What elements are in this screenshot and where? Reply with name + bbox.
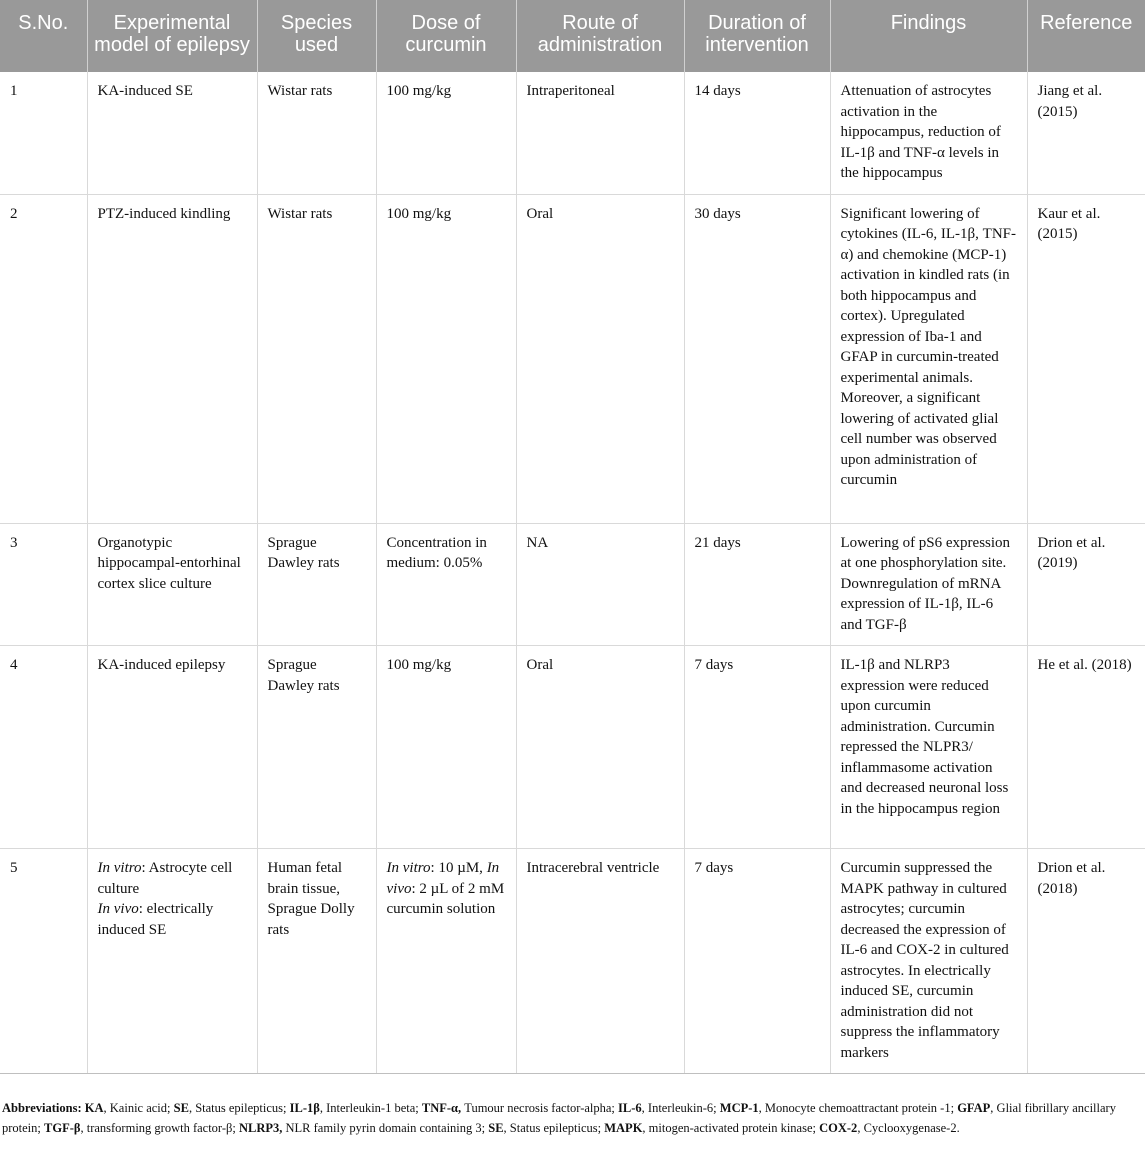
table-row [0,646,1145,849]
abbreviations-title: Abbreviations: [2,1101,82,1115]
header-duration: Duration of intervention [684,0,830,72]
cell-model: Organotypic hippocampal-entorhinal cortex slice culture [87,523,257,646]
abbreviation-term: IL-6 [618,1101,642,1115]
header-reference: Reference [1027,0,1145,72]
header-route: Route of administration [516,0,684,72]
cell-dose: 100 mg/kg [376,646,516,849]
abbreviation-definition: NLR family pyrin domain containing 3; [282,1120,489,1135]
abbreviation-term: SE [173,1101,189,1115]
abbreviation-term: TNF-α, [421,1101,462,1115]
cell-duration: 14 days [684,72,830,194]
cell-route: Intracerebral ventricle [516,849,684,1074]
cell-species: Wistar rats [257,194,376,523]
table-row [0,523,1145,646]
cell-duration: 7 days [684,646,830,849]
abbreviation-term: MAPK [604,1120,643,1135]
cell-route: NA [516,523,684,646]
cell-sno: 2 [0,194,87,523]
cell-dose [376,849,516,1074]
header-findings: Findings [830,0,1027,72]
abbreviation-definition: , Status epilepticus; [188,1101,290,1115]
cell-species: Human fetal brain tissue, Sprague Dolly rats [257,849,376,1074]
abbreviation-definition: , Monocyte chemoattractant protein -1; [758,1101,958,1115]
header-dose: Dose of curcumin [376,0,516,72]
in-vivo-label: In vivo [97,901,139,917]
cell-dose: 100 mg/kg [376,72,516,194]
abbreviation-term: COX-2 [819,1120,858,1135]
cell-findings: Attenuation of astrocytes activation in the hippocampus, reduction of IL-1β and TNF-α levels in the hippocampus [830,72,1027,194]
cell-reference: Drion et al. (2018) [1027,849,1145,1074]
abbreviation-definition: , Kainic acid; [103,1101,174,1115]
cell-model: PTZ-induced kindling [87,194,257,523]
abbreviation-definition: , Glial fibrillary ancillary protein; [2,1101,1116,1135]
cell-duration: 30 days [684,194,830,523]
abbreviation-definition: Tumour necrosis factor-alpha; [461,1101,619,1115]
cell-reference: Jiang et al. (2015) [1027,72,1145,194]
cell-sno: 4 [0,646,87,849]
in-vitro-label: In vitro [386,860,431,876]
cell-duration: 21 days [684,523,830,646]
cell-route: Oral [516,646,684,849]
table-row [0,849,1145,1074]
cell-route: Intraperitoneal [516,72,684,194]
cell-sno: 1 [0,72,87,194]
cell-model: KA-induced epilepsy [87,646,257,849]
abbreviation-definition: , transforming growth factor-β; [80,1120,239,1135]
in-vitro-label: In vitro [97,860,142,876]
abbreviation-definition: , Interleukin-6; [641,1101,720,1115]
in-vitro-model-text: : Astrocyte cell culture [97,860,233,897]
abbreviation-definition: , Interleukin-1 beta; [319,1101,422,1115]
in-vivo-model-text: : electrically induced SE [97,901,214,938]
table-row [0,194,1145,523]
cell-species: Sprague Dawley rats [257,646,376,849]
cell-model [87,849,257,1074]
abbreviation-definition: , Cyclooxygenase-2. [857,1120,960,1135]
abbreviation-definition: , Status epilepticus; [503,1120,605,1135]
in-vivo-label: In vivo [386,860,500,897]
cell-reference: Drion et al. (2019) [1027,523,1145,646]
abbreviation-term: MCP-1 [719,1101,759,1115]
header-model: Experimental model of epilepsy [87,0,257,72]
abbreviations-list [2,1101,1116,1135]
abbreviation-definition: , mitogen-activated protein kinase; [642,1120,820,1135]
cell-reference: He et al. (2018) [1027,646,1145,849]
cell-duration: 7 days [684,849,830,1074]
cell-species: Sprague Dawley rats [257,523,376,646]
cell-reference: Kaur et al. (2015) [1027,194,1145,523]
cell-sno: 3 [0,523,87,646]
abbreviation-term: GFAP [957,1101,991,1115]
cell-species: Wistar rats [257,72,376,194]
header-species: Species used [257,0,376,72]
abbreviation-term: KA [84,1101,104,1115]
abbreviation-term: TGF-β [44,1120,81,1135]
abbreviation-term: IL-1β [289,1101,320,1115]
cell-findings: Curcumin suppressed the MAPK pathway in cultured astrocytes; curcumin decreased the expression of IL-6 and COX-2 in cultured astrocytes. In electrically induced SE, curcumin administration did not suppress the inflammatory markers [830,849,1027,1074]
abbreviations-footnote [2,1099,1142,1138]
header-sno: S.No. [0,0,87,72]
cell-route: Oral [516,194,684,523]
cell-sno: 5 [0,849,87,1074]
in-vitro-dose-text: : 10 µM, [430,860,487,876]
in-vivo-dose-text: : 2 µL of 2 mM curcumin solution [386,880,505,917]
cell-dose: Concentration in medium: 0.05% [376,523,516,646]
abbreviation-term: NLRP3, [238,1120,283,1135]
cell-dose: 100 mg/kg [376,194,516,523]
table-row [0,72,1145,194]
cell-findings: Significant lowering of cytokines (IL-6, IL-1β, TNF-α) and chemokine (MCP-1) activation in kindled rats (in both hippocampus and cortex). Upregulated expression of Iba-1 and GFAP in curcumin-treated experimental animals. Moreover, a significant lowering of activated glial cell number was observed upon administration of curcumin [830,194,1027,523]
abbreviation-term: SE [488,1120,504,1135]
cell-findings: IL-1β and NLRP3 expression were reduced upon curcumin administration. Curcumin repressed the NLPR3/ inflammasome activation and decreased neuronal loss in the hippocampus region [830,646,1027,849]
cell-findings: Lowering of pS6 expression at one phosphorylation site. Downregulation of mRNA expression of IL-1β, IL-6 and TGF-β [830,523,1027,646]
table-header-row [0,0,1145,72]
cell-model: KA-induced SE [87,72,257,194]
